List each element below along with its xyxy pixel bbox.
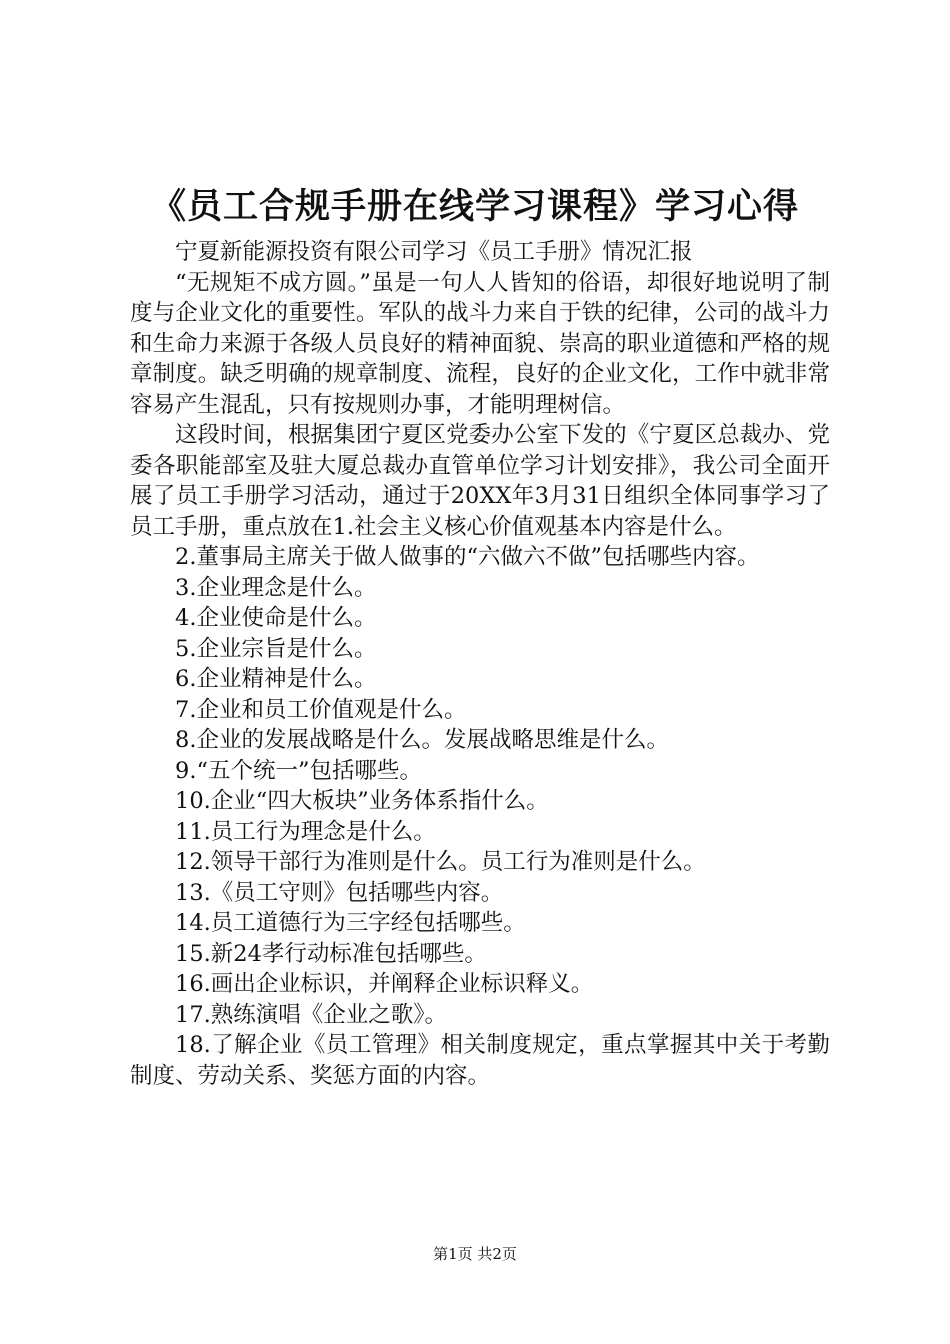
paragraph: “无规矩不成方圆。”虽是一句人人皆知的俗语，却很好地说明了制度与企业文化的重要性。军队的战斗力来自于铁的纪律，公司的战斗力和生命力来源于各级人员良好的精神面貌、崇高的职业道德和严格的规章制度。缺乏明确的规章制度、流程，良好的企业文化，工作中就非常容易产生混乱，只有按规则办事，才能明理树信。 <box>130 269 830 418</box>
list-item: 16.画出企业标识，并阐释企业标识释义。 <box>175 971 594 997</box>
list-item: 15.新24孝行动标准包括哪些。 <box>175 940 487 967</box>
list-item: 10.企业“四大板块”业务体系指什么。 <box>175 788 549 814</box>
list-item: 3.企业理念是什么。 <box>175 574 377 601</box>
page-number-footer: 第1页 共2页 <box>433 1245 517 1263</box>
list-item: 13.《员工守则》包括哪些内容。 <box>175 879 504 906</box>
list-item: 5.企业宗旨是什么。 <box>175 635 377 662</box>
list-item: 18.了解企业《员工管理》相关制度规定，重点掌握其中关于考勤制度、劳动关系、奖惩方面的内容。 <box>130 1032 830 1089</box>
list-item: 4.企业使命是什么。 <box>175 605 377 631</box>
list-item: 2.董事局主席关于做人做事的“六做六不做”包括哪些内容。 <box>175 544 760 570</box>
list-item: 17.熟练演唱《企业之歌》。 <box>175 1001 448 1028</box>
list-item: 11.员工行为理念是什么。 <box>175 818 436 845</box>
list-item: 14.员工道德行为三字经包括哪些。 <box>175 910 526 936</box>
list-item: 12.领导干部行为准则是什么。员工行为准则是什么。 <box>175 849 706 875</box>
document-title: 《员工合规手册在线学习课程》学习心得 <box>150 186 799 227</box>
document-body <box>130 237 830 1091</box>
list-item: 6.企业精神是什么。 <box>175 666 377 692</box>
list-item: 8.企业的发展战略是什么。发展战略思维是什么。 <box>175 727 669 753</box>
list-item: 7.企业和员工价值观是什么。 <box>175 696 467 723</box>
document-subtitle: 宁夏新能源投资有限公司学习《员工手册》情况汇报 <box>175 239 693 265</box>
list-item: 9.“五个统一”包括哪些。 <box>175 757 422 784</box>
paragraph: 这段时间，根据集团宁夏区党委办公室下发的《宁夏区总裁办、党委各职能部室及驻大厦总裁办直管单位学习计划安排》，我公司全面开展了员工手册学习活动，通过于20XX年3月31日组织全体同事学习了员工手册，重点放在1.社会主义核心价值观基本内容是什么。 <box>130 422 830 540</box>
